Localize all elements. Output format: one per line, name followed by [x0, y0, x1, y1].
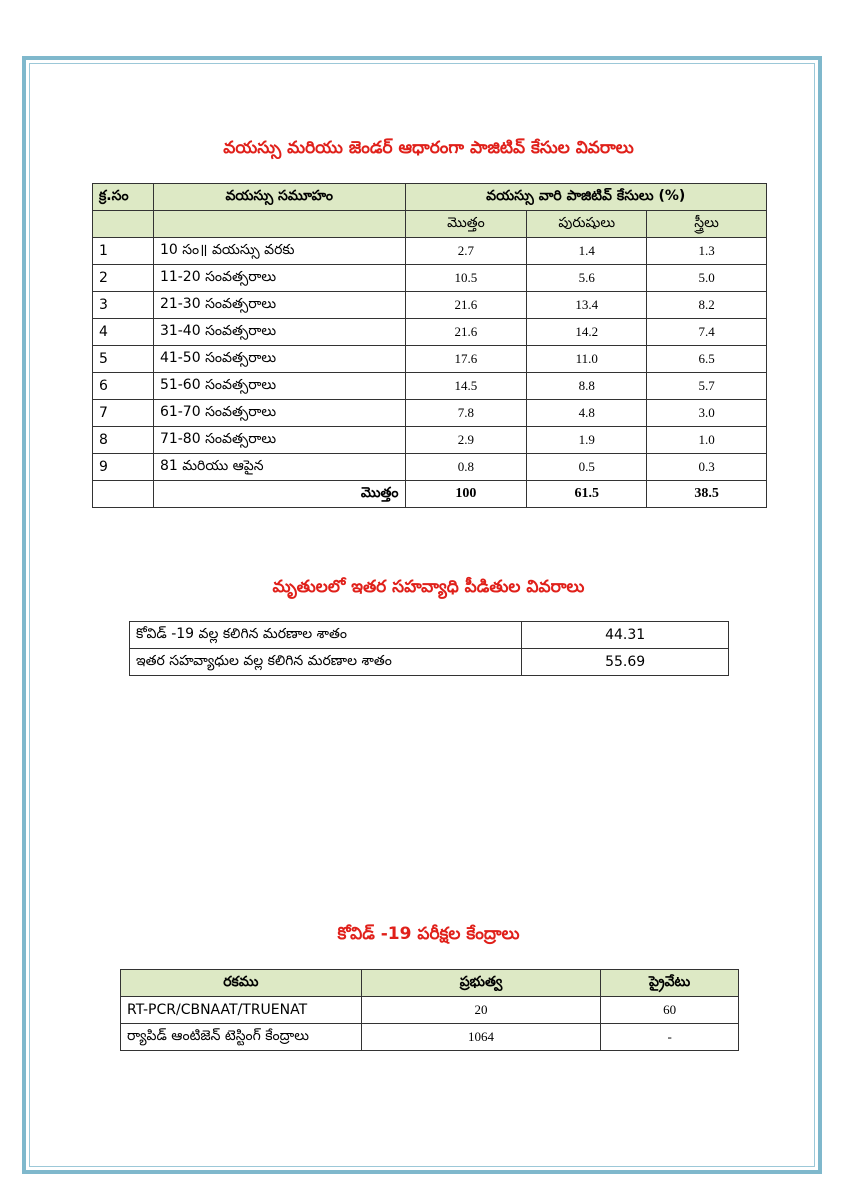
row-age-group: 21-30 సంవత్సరాలు: [153, 292, 405, 319]
row-male: 4.8: [527, 400, 647, 427]
row-total: 14.5: [405, 373, 527, 400]
row-total: 17.6: [405, 346, 527, 373]
centre-private: 60: [601, 997, 739, 1024]
row-male: 8.8: [527, 373, 647, 400]
row-age-group: 10 సం॥ వయస్సు వరకు: [153, 238, 405, 265]
row-male: 5.6: [527, 265, 647, 292]
row-age-group: 51-60 సంవత్సరాలు: [153, 373, 405, 400]
centre-type: RT-PCR/CBNAAT/TRUENAT: [121, 997, 362, 1024]
comorbidity-label: ఇతర సహవ్యాధుల వల్ల కలిగిన మరణాల శాతం: [130, 649, 522, 676]
row-sno: 6: [93, 373, 154, 400]
table-row: [93, 346, 767, 373]
comorbidity-value: 55.69: [522, 649, 729, 676]
centre-private: -: [601, 1024, 739, 1051]
centre-type: ర్యాపిడ్ ఆంటిజెన్ టెస్టింగ్ కేంద్రాలు: [121, 1024, 362, 1051]
row-sno: 8: [93, 427, 154, 454]
sub-total: మొత్తం: [405, 211, 527, 238]
col-sno: క్ర.సం: [93, 184, 154, 211]
row-male: 0.5: [527, 454, 647, 481]
row-sno: 5: [93, 346, 154, 373]
row-sno: 1: [93, 238, 154, 265]
row-female: 7.4: [647, 319, 767, 346]
row-age-group: 11-20 సంవత్సరాలు: [153, 265, 405, 292]
row-female: 3.0: [647, 400, 767, 427]
row-age-group: 81 మరియు ఆపైన: [153, 454, 405, 481]
row-female: 0.3: [647, 454, 767, 481]
row-sno: 4: [93, 319, 154, 346]
subheader-row: [93, 211, 767, 238]
centres-title: కోవిడ్ -19 పరీక్షల కేంద్రాలు: [337, 924, 520, 944]
col-private: ప్రైవేటు: [601, 970, 739, 997]
centres-header-row: [121, 970, 739, 997]
table-row: [130, 649, 729, 676]
row-male: 11.0: [527, 346, 647, 373]
row-female: 6.5: [647, 346, 767, 373]
centres-table: [120, 969, 739, 1051]
sub-female: స్త్రీలు: [647, 211, 767, 238]
row-total: 10.5: [405, 265, 527, 292]
total-male: 61.5: [527, 481, 647, 508]
table-row: [93, 265, 767, 292]
col-type: రకము: [121, 970, 362, 997]
table-row: [93, 400, 767, 427]
header-row: [93, 184, 767, 211]
row-age-group: 71-80 సంవత్సరాలు: [153, 427, 405, 454]
row-male: 13.4: [527, 292, 647, 319]
row-female: 1.0: [647, 427, 767, 454]
row-total: 7.8: [405, 400, 527, 427]
row-sno: 9: [93, 454, 154, 481]
table-row: [93, 292, 767, 319]
comorbidity-value: 44.31: [522, 622, 729, 649]
table-row: [130, 622, 729, 649]
total-female: 38.5: [647, 481, 767, 508]
table-row: [121, 997, 739, 1024]
total-row: [93, 481, 767, 508]
total-total: 100: [405, 481, 527, 508]
comorbidity-title: మృతులలో ఇతర సహవ్యాధి పీడితుల వివరాలు: [272, 577, 585, 597]
row-sno: 2: [93, 265, 154, 292]
row-age-group: 41-50 సంవత్సరాలు: [153, 346, 405, 373]
col-cases: వయస్సు వారి పాజిటివ్ కేసులు (%): [405, 184, 767, 211]
row-sno: 3: [93, 292, 154, 319]
table-row: [93, 427, 767, 454]
row-female: 8.2: [647, 292, 767, 319]
col-age-group: వయస్సు సమూహం: [153, 184, 405, 211]
table-row: [121, 1024, 739, 1051]
table-row: [93, 238, 767, 265]
table-row: [93, 373, 767, 400]
row-age-group: 61-70 సంవత్సరాలు: [153, 400, 405, 427]
centre-govt: 20: [361, 997, 600, 1024]
total-label: మొత్తం: [153, 481, 405, 508]
row-total: 0.8: [405, 454, 527, 481]
comorbidity-label: కోవిడ్ -19 వల్ల కలిగిన మరణాల శాతం: [130, 622, 522, 649]
age-gender-title: వయస్సు మరియు జెండర్ ఆధారంగా పాజిటివ్ కేసుల వివరాలు: [223, 138, 634, 158]
row-male: 14.2: [527, 319, 647, 346]
row-female: 1.3: [647, 238, 767, 265]
table-row: [93, 454, 767, 481]
row-total: 2.7: [405, 238, 527, 265]
row-sno: 7: [93, 400, 154, 427]
row-total: 21.6: [405, 319, 527, 346]
table-row: [93, 319, 767, 346]
row-total: 21.6: [405, 292, 527, 319]
row-age-group: 31-40 సంవత్సరాలు: [153, 319, 405, 346]
sub-male: పురుషులు: [527, 211, 647, 238]
col-govt: ప్రభుత్వ: [361, 970, 600, 997]
row-male: 1.9: [527, 427, 647, 454]
row-total: 2.9: [405, 427, 527, 454]
row-female: 5.0: [647, 265, 767, 292]
age-gender-table: [92, 183, 767, 508]
centre-govt: 1064: [361, 1024, 600, 1051]
row-male: 1.4: [527, 238, 647, 265]
row-female: 5.7: [647, 373, 767, 400]
comorbidity-table: [129, 621, 729, 676]
